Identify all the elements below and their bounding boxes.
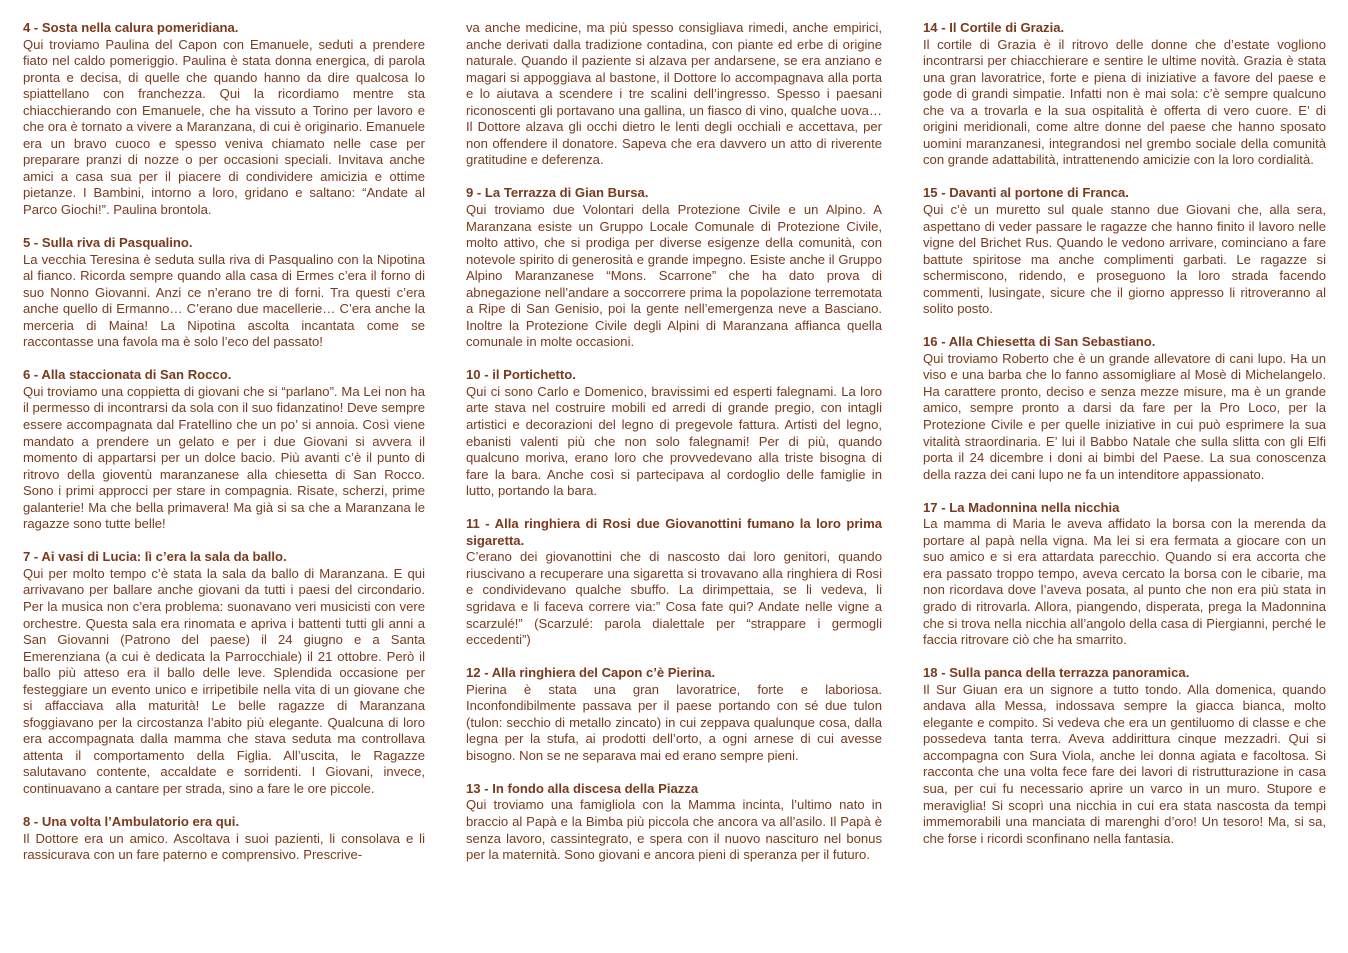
section-8-continued [466,20,882,169]
section-title: 6 - Alla staccionata di San Rocco. [23,367,232,383]
section-title: 11 - Alla ringhiera di Rosi due Giovanottini fumano la loro prima sigaretta. [466,516,882,548]
section-text: va anche medicine, ma più spesso consigliava rimedi, anche empirici, anche derivati dalla tradizione contadina, con piante ed erbe di origine naturale. Quando il paziente si alzava per andarsene, se era anziano e magari si appoggiava al bastone, il Dottore lo accompagnava alla porta e lo aiutava a scendere i tre scalini dell’ingresso. Spesso i paesani riconoscenti gli portavano una gallina, un fiasco di vino, qualche uova… Il Dottore alzava gli occhi dietro le lenti degli occhiali e accettava, per non offendere il donatore. Sapeva che era davvero un atto di riverente gratitudine e deferenza. [466,20,882,168]
section-title: 5 - Sulla riva di Pasqualino. [23,235,193,251]
section-text: Il Dottore era un amico. Ascoltava i suoi pazienti, li consolava e li rassicurava con un fare paterno e comprensivo. Prescrive- [23,830,425,863]
section-text: Pierina è stata una gran lavoratrice, forte e laboriosa. Inconfondibilmente passava per il paese portando con sé due tulon (tulon: secchio di metallo zincato) in cui zeppava qualunque cosa, dalla legna per la stufa, ai prodotti dell’orto, a ogni arnese di cui avesse bisogno. Non se ne separava mai ed erano sempre pieni. [466,681,882,763]
section-7 [23,549,425,797]
section-title: 8 - Una volta l’Ambulatorio era qui. [23,814,240,830]
section-text: Qui troviamo Roberto che è un grande allevatore di cani lupo. Ha un viso e una barba che lo fanno assomigliare al Mosè di Michelangelo. Ha carattere pronto, deciso e senza mezze misure, ma è un grande amico, sempre pronto a darsi da fare per la Pro Loco, per la Protezione Civile e per quelle iniziative in cui può esprimere la sua vitalità straordinaria. E’ lui il Babbo Natale che sulla slitta con gli Elfi porta il 24 dicembre i doni ai bimbi del Paese. La sua conoscenza della razza dei cani lupo ne fa un intenditore appassionato. [923,350,1326,482]
section-14 [923,20,1326,169]
section-title: 4 - Sosta nella calura pomeridiana. [23,20,239,35]
section-title: 16 - Alla Chiesetta di San Sebastiano. [923,334,1156,350]
section-text: Il cortile di Grazia è il ritrovo delle donne che d’estate vogliono incontrarsi per chiacchierare e sentire le ultime novità. Grazia è stata una gran lavoratrice, forte e piena di iniziative a favore del paese e gode di grandi simpatie. Infatti non è mai sola: c’è sempre qualcuno che va a trovarla e la sua ospitalità è offerta di vero cuore. E’ di origini meridionali, come altre donne del paese che hanno sposato uomini maranzanesi, integrandosi nel grembo sociale della comunità con grande adattabilità, intrattenendo amicizie con la loro cordialità. [923,36,1326,168]
section-10 [466,367,882,499]
section-9 [466,185,882,350]
section-title: 17 - La Madonnina nella nicchia [923,499,1120,515]
section-11 [466,516,882,648]
section-title: 10 - il Portichetto. [466,367,576,383]
section-18 [923,665,1326,847]
section-title: 15 - Davanti al portone di Franca. [923,185,1129,201]
section-text: Qui troviamo una coppietta di giovani che si “parlano”. Ma Lei non ha il permesso di incontrarsi da sola con il suo fidanzatino! Deve sempre essere accompagnata dal Fratellino che un po’ si annoia. Così viene mandato a prendere un gelato e per i due Giovani si avvera il momento di appartarsi per un dolce bacio. Più avanti c’è il punto di ritrovo della gioventù maranzanese alla chiesetta di San Rocco. Sono i primi approcci per stare in compagnia. Risate, scherzi, prime galanterie! Ma che bella primavera! Ma già si sa che a Maranzana le ragazze sono tutte belle! [23,383,425,532]
section-title: 7 - Ai vasi di Lucia: lì c’era la sala da ballo. [23,549,287,565]
section-4 [23,20,425,219]
section-title: 12 - Alla ringhiera del Capon c’è Pierina. [466,665,716,681]
section-12 [466,665,882,764]
section-title: 9 - La Terrazza di Gian Bursa. [466,185,649,201]
section-text: Qui troviamo una famigliola con la Mamma incinta, l’ultimo nato in braccio al Papà e la Bimba più piccola che ancora va all’asilo. Il Papà è senza lavoro, cassintegrato, e spera con il nuovo nascituro nel bonus per la maternità. Sono giovani e ancora pieni di speranza per il futuro. [466,797,882,863]
section-text: Qui per molto tempo c’è stata la sala da ballo di Maranzana. E qui arrivavano per ballare anche giovani da tutti i paesi del circondario. Per la musica non c’era problema: suonavano veri musicisti con vere orchestre. Questa sala era rinomata e apriva i battenti tutti gli anni a San Giovanni (Patrono del paese) il 24 giugno e a Santa Emerenziana (a cui è dedicata la Parrocchiale) il 21 ottobre. Però il ballo più atteso era il ballo delle leve. Splendida occasione per festeggiare un evento unico e irripetibile nella vita di un giovane che si affacciava alla maturità! Le belle ragazze di Maranzana sfoggiavano per la circostanza l’abito più elegante. Qualcuna di loro era accompagnata dalla mamma che stava seduta ma controllava attenta il comportamento della Figlia. All’uscita, le Ragazze salutavano contente, accaldate e sorridenti. I Giovani, invece, continuavano a cantare per strada, sino a fare le ore piccole. [23,565,425,797]
section-text: C’erano dei giovanottini che di nascosto dai loro genitori, quando riuscivano a recuperare una sigaretta si trovavano alla ringhiera di Rosi e condividevano qualche sbuffo. La dirimpettaia, se li vedeva, li sgridava e li faceva correre via:” Cosa fate qui? Andate nelle vigne a scarzulé!” (Scarzulé: parola dialettale per “strappare i germogli eccedenti”) [466,549,882,648]
section-6 [23,367,425,532]
section-text: Qui ci sono Carlo e Domenico, bravissimi ed esperti falegnami. La loro arte stava nel costruire mobili ed arredi di grande pregio, con intagli artistici e decorazioni del legno di pregevole fattura. Artisti del legno, ebanisti valenti più che non solo falegnami! Per di più, quando qualcuno moriva, erano loro che provvedevano alla triste bisogna di fare la bara. Anche così si partecipava al cordoglio delle famiglie in lutto, portando la bara. [466,383,882,499]
column-left [23,20,425,880]
section-16 [923,334,1326,483]
section-5 [23,235,425,351]
section-text: La mamma di Maria le aveva affidato la borsa con la merenda da portare al papà nella vigna. Ma lei si era fermata a giocare con un suo amico e si era attardata parecchio. Quando si era accorta che era passato troppo tempo, aveva cercato la borsa con le cibarie, ma non ricordava dove l’aveva posata, al punto che non era più stata in grado di ritrovarla. Allora, piangendo, disperata, prega la Madonnina che si trova nella nicchia all’angolo della casa di Piergianni, perché le faccia ritrovare ciò che ha smarrito. [923,516,1326,648]
section-17 [923,500,1326,649]
section-title: 14 - Il Cortile di Grazia. [923,20,1065,35]
section-text: Qui troviamo due Volontari della Protezione Civile e un Alpino. A Maranzana esiste un Gruppo Locale Comunale di Protezione Civile, molto attivo, che si prodiga per diverse esigenze della comunità, con notevole spirito di generosità e grande impegno. Esiste anche il Gruppo Alpino Maranzanese “Mons. Scarrone” che ha dato prova di abnegazione nell’andare a soccorrere prima la popolazione terremotata a Ripe di San Genisio, poi la gente nell’emergenza neve a Basciano. Inoltre la Protezione Civile degli Alpini di Maranzana affianca quella comunale in molte occasioni. [466,201,882,350]
section-title: 18 - Sulla panca della terrazza panoramica. [923,665,1190,681]
section-8 [23,814,425,864]
section-text: Il Sur Giuan era un signore a tutto tondo. Alla domenica, quando andava alla Messa, indossava sempre la giacca bianca, molto elegante e compito. Si vedeva che era un gentiluomo di classe e che possedeva tanta terra. Aveva addirittura cinque mezzadri. Qui si accompagna con Sura Viola, anche lei donna agiata e facoltosa. Si racconta che una volta fece fare dei lavori di ristrutturazione in casa sua, per cui fu necessario aprire un varco in un muro. Stupore e meraviglia! Si scoprì una nicchia in cui era stata nascosta da tempi immemorabili una manciata di marenghi d’oro! Un tesoro! Ma, si sa, che forse i ricordi sconfinano nella fantasia. [923,681,1326,846]
column-middle [466,20,882,880]
section-title: 13 - In fondo alla discesa della Piazza [466,780,699,796]
section-text: Qui c’è un muretto sul quale stanno due Giovani che, alla sera, aspettano di veder passare le ragazze che hanno finito il lavoro nelle vigne del Brichet Rus. Quando le vedono arrivare, cominciano a fare battute spiritose ma anche complimenti garbati. Le ragazze si schermiscono, ridendo, e proseguono la loro strada facendo commenti, lusingate, sicure che il giorno appresso li ritroveranno al solito posto. [923,201,1326,317]
column-right [923,20,1326,864]
section-text: La vecchia Teresina è seduta sulla riva di Pasqualino con la Nipotina al fianco. Ricorda sempre quando alla casa di Ermes c’era il forno di suo Nonno Giovanni. Anzi ce n’erano tre di forni. Tra questi c’era anche quello di Ermanno… C’erano due macellerie… C’era anche la merceria di Maina! La Nipotina ascolta incantata come se raccontasse una favola ma è solo l’eco del passato! [23,251,425,350]
section-text: Qui troviamo Paulina del Capon con Emanuele, seduti a prendere fiato nel caldo pomeriggio. Paulina è stata donna energica, di parola pronta e decisa, di quelle che quando hanno da dire qualcosa lo spiattellano con franchezza. Qui la ricordiamo mentre sta chiacchierando con Emanuele, che ha vissuto a Torino per lavoro e che ora è tornato a vivere a Maranzana, di cui è originario. Emanuele era un bravo cuoco e spesso veniva chiamato nelle case per preparare pranzi di nozze o per occasioni speciali. Invitava anche amici a casa sua per il piacere di condividere amicizia e ottime pietanze. I Bambini, intorno a loro, gridano e saltano: “Andate al Parco Giochi!”. Paulina brontola. [23,36,425,218]
section-13 [466,781,882,864]
section-15 [923,185,1326,317]
